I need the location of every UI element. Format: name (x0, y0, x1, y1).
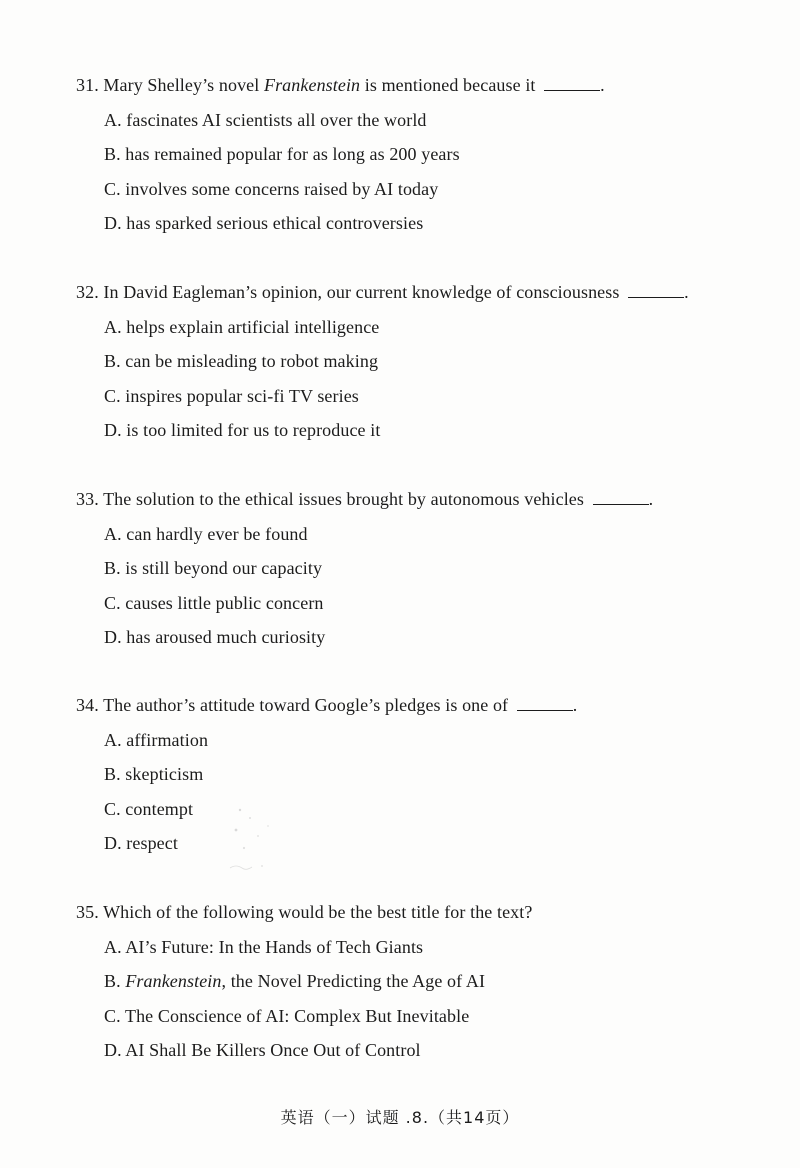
option-c[interactable]: C. contempt (104, 798, 194, 819)
option-c[interactable]: C. inspires popular sci-fi TV series (104, 385, 359, 406)
question-stem: 34. The author’s attitude toward Google’s pledges is one of . (76, 695, 578, 715)
option-a[interactable]: A. can hardly ever be found (104, 523, 308, 544)
question-31 (76, 74, 776, 234)
option-b[interactable]: B. has remained popular for as long as 200 years (104, 144, 460, 164)
option-d[interactable]: D. is too limited for us to reproduce it (104, 420, 381, 440)
question-32 (76, 281, 776, 441)
option-c[interactable]: C. involves some concerns raised by AI today (104, 178, 439, 199)
question-34 (76, 694, 776, 854)
book-title: Frankenstein (263, 75, 361, 95)
option-b[interactable]: B. is still beyond our capacity (104, 558, 323, 578)
question-stem: 33. The solution to the ethical issues brought by autonomous vehicles . (76, 489, 654, 509)
question-stem: 31. Mary Shelley’s novel Frankenstein is mentioned because it . (76, 75, 605, 95)
option-c[interactable]: C. causes little public concern (104, 592, 324, 613)
option-d[interactable]: D. AI Shall Be Killers Once Out of Control (104, 1040, 421, 1060)
book-title: Frankenstein (125, 971, 222, 991)
question-stem: 32. In David Eagleman’s opinion, our current knowledge of consciousness . (76, 282, 689, 302)
answer-blank[interactable] (628, 282, 684, 298)
options-list (76, 936, 776, 1062)
options-list (76, 109, 776, 235)
option-a[interactable]: A. fascinates AI scientists all over the world (104, 109, 427, 130)
options-list (76, 729, 776, 855)
option-a[interactable]: A. helps explain artificial intelligence (104, 316, 380, 337)
answer-blank[interactable] (517, 695, 573, 711)
option-b[interactable]: B. skepticism (104, 764, 204, 784)
option-a[interactable]: A. affirmation (104, 729, 209, 750)
page-footer: 英语（一）试题 .8.（共14页） (280, 1108, 520, 1127)
question-33 (76, 488, 776, 648)
answer-blank[interactable] (593, 489, 649, 505)
options-list (76, 523, 776, 649)
option-d[interactable]: D. respect (104, 833, 178, 853)
option-a[interactable]: A. AI’s Future: In the Hands of Tech Giants (104, 936, 424, 957)
option-b[interactable]: B. can be misleading to robot making (104, 351, 379, 371)
option-b[interactable]: B. Frankenstein, the Novel Predicting the Age of AI (104, 971, 486, 991)
options-list (76, 316, 776, 442)
question-stem: 35. Which of the following would be the best title for the text? (76, 902, 533, 922)
smudge-mark (228, 800, 288, 880)
option-d[interactable]: D. has sparked serious ethical controversies (104, 213, 424, 233)
question-35 (76, 901, 776, 1061)
option-c[interactable]: C. The Conscience of AI: Complex But Inevitable (104, 1005, 470, 1026)
answer-blank[interactable] (544, 75, 600, 91)
option-d[interactable]: D. has aroused much curiosity (104, 627, 326, 647)
